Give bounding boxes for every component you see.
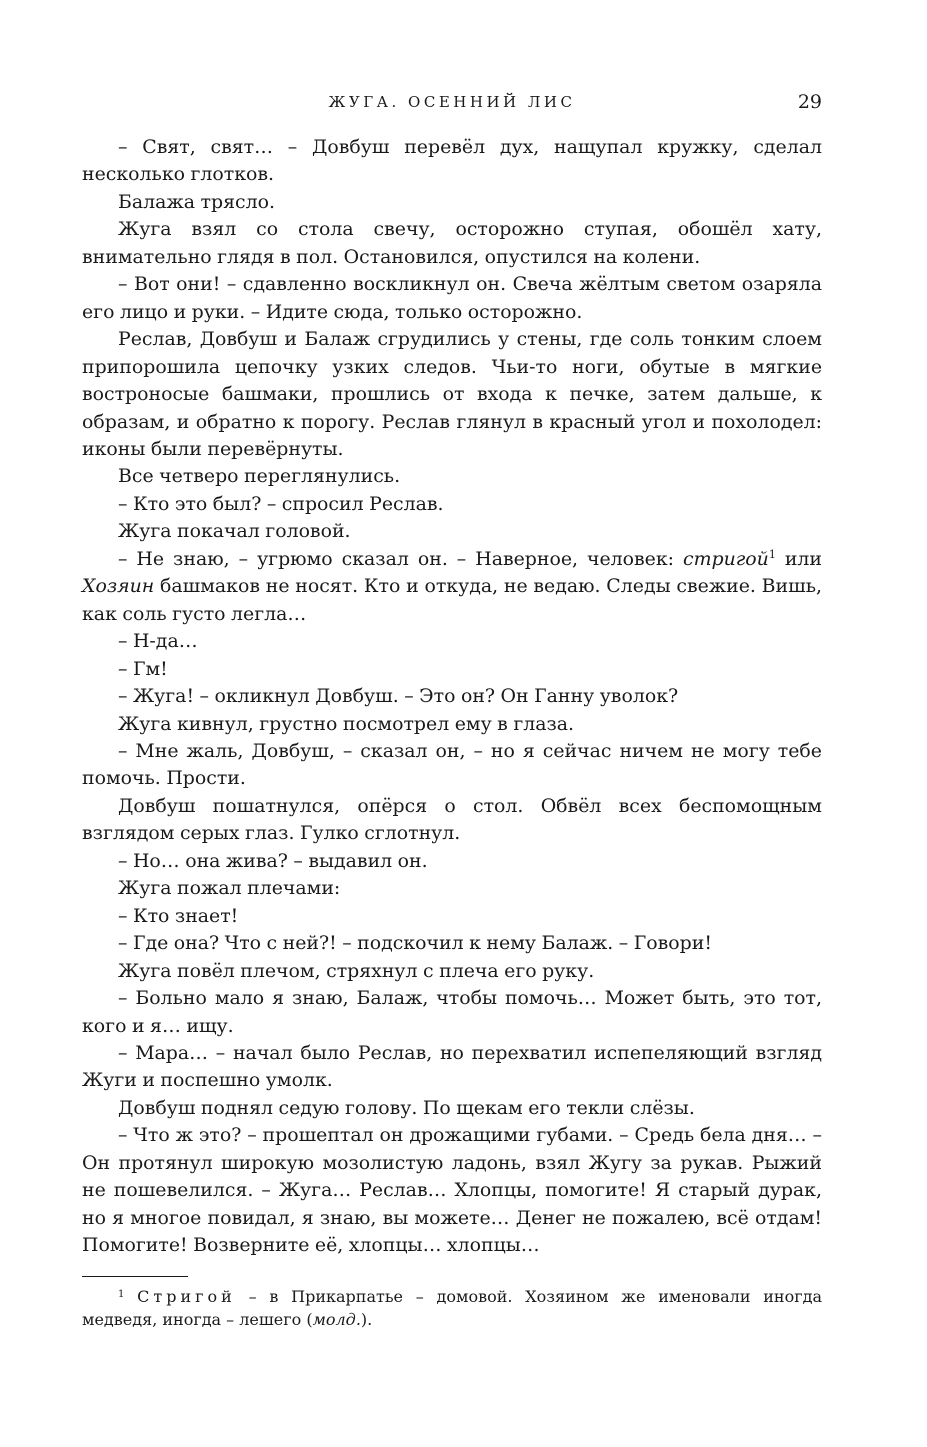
page-header [82, 88, 822, 116]
paragraph: – Вот они! – сдавленно воскликнул он. Свеча жёлтым светом озаряла его лицо и руки. – Идите сюда, только осторожно. [82, 273, 822, 323]
paragraph: – Что ж это? – прошептал он дрожащими губами. – Средь бела дня… – Он протянул широкую мозолистую ладонь, взял Жугу за рукав. Рыжий не пошевелился. – Жуга… Реслав… Хлопцы, помогите! Я старый дурак, но я многое повидал, я знаю, вы можете… Денег не пожалею, всё отдам! Помогите! Возверните её, хлопцы… хлопцы… [82, 1124, 822, 1257]
paragraph: – Гм! [118, 657, 168, 680]
paragraph: Довбуш поднял седую голову. По щекам его текли слёзы. [118, 1096, 695, 1119]
paragraph: – Больно мало я знаю, Балаж, чтобы помочь… Может быть, это тот, кого и я… ищу. [82, 987, 822, 1037]
paragraph: Жуга взял со стола свечу, осторожно ступая, обошёл хату, внимательно глядя в пол. Остановился, опустился на колени. [82, 218, 822, 268]
footnote [82, 1285, 822, 1331]
paragraph: Жуга кивнул, грустно посмотрел ему в глаза. [118, 712, 575, 735]
footnote-number: 1 [118, 1289, 125, 1300]
footnote-abbreviation: молд. [312, 1310, 361, 1329]
paragraph: – Но… она жива? – выдавил он. [118, 849, 428, 872]
paragraph: – Мне жаль, Довбуш, – сказал он, – но я сейчас ничем не могу тебе помочь. Прости. [82, 739, 822, 790]
italic-term: стригой [683, 547, 769, 570]
paragraph: Жуга покачал головой. [118, 520, 351, 543]
paragraph: Жуга повёл плечом, стряхнул с плеча его руку. [118, 959, 595, 982]
paragraph: Довбуш пошатнулся, опёрся о стол. Обвёл всех беспомощным взглядом серых глаз. Гулко сглотнул. [82, 794, 822, 845]
paragraph: – Свят, свят… – Довбуш перевёл дух, нащупал кружку, сделал несколько глотков. [82, 136, 822, 186]
paragraph: – Жуга! – окликнул Довбуш. – Это он? Он Ганну уволок? [118, 685, 679, 708]
footnote-text: – в Прикарпатье – домовой. Хозяином же именовали иногда медведя, иногда – лешего ( [82, 1287, 823, 1329]
page-number: 29 [797, 91, 822, 113]
text-segment: или [775, 547, 823, 570]
paragraph: – Кто это был? – спросил Реслав. [118, 492, 444, 515]
paragraph: – Где она? Что с ней?! – подскочил к нему Балаж. – Говори! [118, 932, 712, 955]
text-segment: – Не знаю, – угрюмо сказал он. – Наверное, человек: [118, 547, 683, 570]
body-text [82, 134, 822, 1260]
footnote-term: Стригой [137, 1287, 236, 1306]
paragraph: – Мара… – начал было Реслав, но перехватил испепеляющий взгляд Жуги и поспешно умолк. [82, 1041, 822, 1092]
paragraph: Все четверо переглянулись. [118, 465, 401, 488]
italic-term: Хозяин [82, 575, 155, 598]
paragraph-stigoi [82, 546, 822, 628]
footnote-ref[interactable]: 1 [768, 547, 776, 561]
paragraph: Реслав, Довбуш и Балаж сгрудились у стены, где соль тонким слоем припорошила цепочку узких следов. Чьи-то ноги, обутые в мягкие востроносые башмаки, прошлись от входа к печке, затем дальше, к образам, и обратно к порогу. Реслав глянул в красный угол и похолодел: иконы были перевёрнуты. [82, 328, 822, 460]
running-title: ЖУГА. ОСЕННИЙ ЛИС [328, 93, 576, 111]
footnote-closing: ). [360, 1310, 373, 1329]
paragraph: Жуга пожал плечами: [118, 877, 341, 900]
paragraph: Балажа трясло. [118, 190, 275, 213]
text-segment: башмаков не носят. Кто и откуда, не ведаю. Следы свежие. Вишь, как соль густо легла… [82, 575, 822, 625]
paragraph: – Н-да… [118, 630, 198, 653]
footnote-divider [82, 1276, 188, 1277]
paragraph: – Кто знает! [118, 904, 239, 927]
